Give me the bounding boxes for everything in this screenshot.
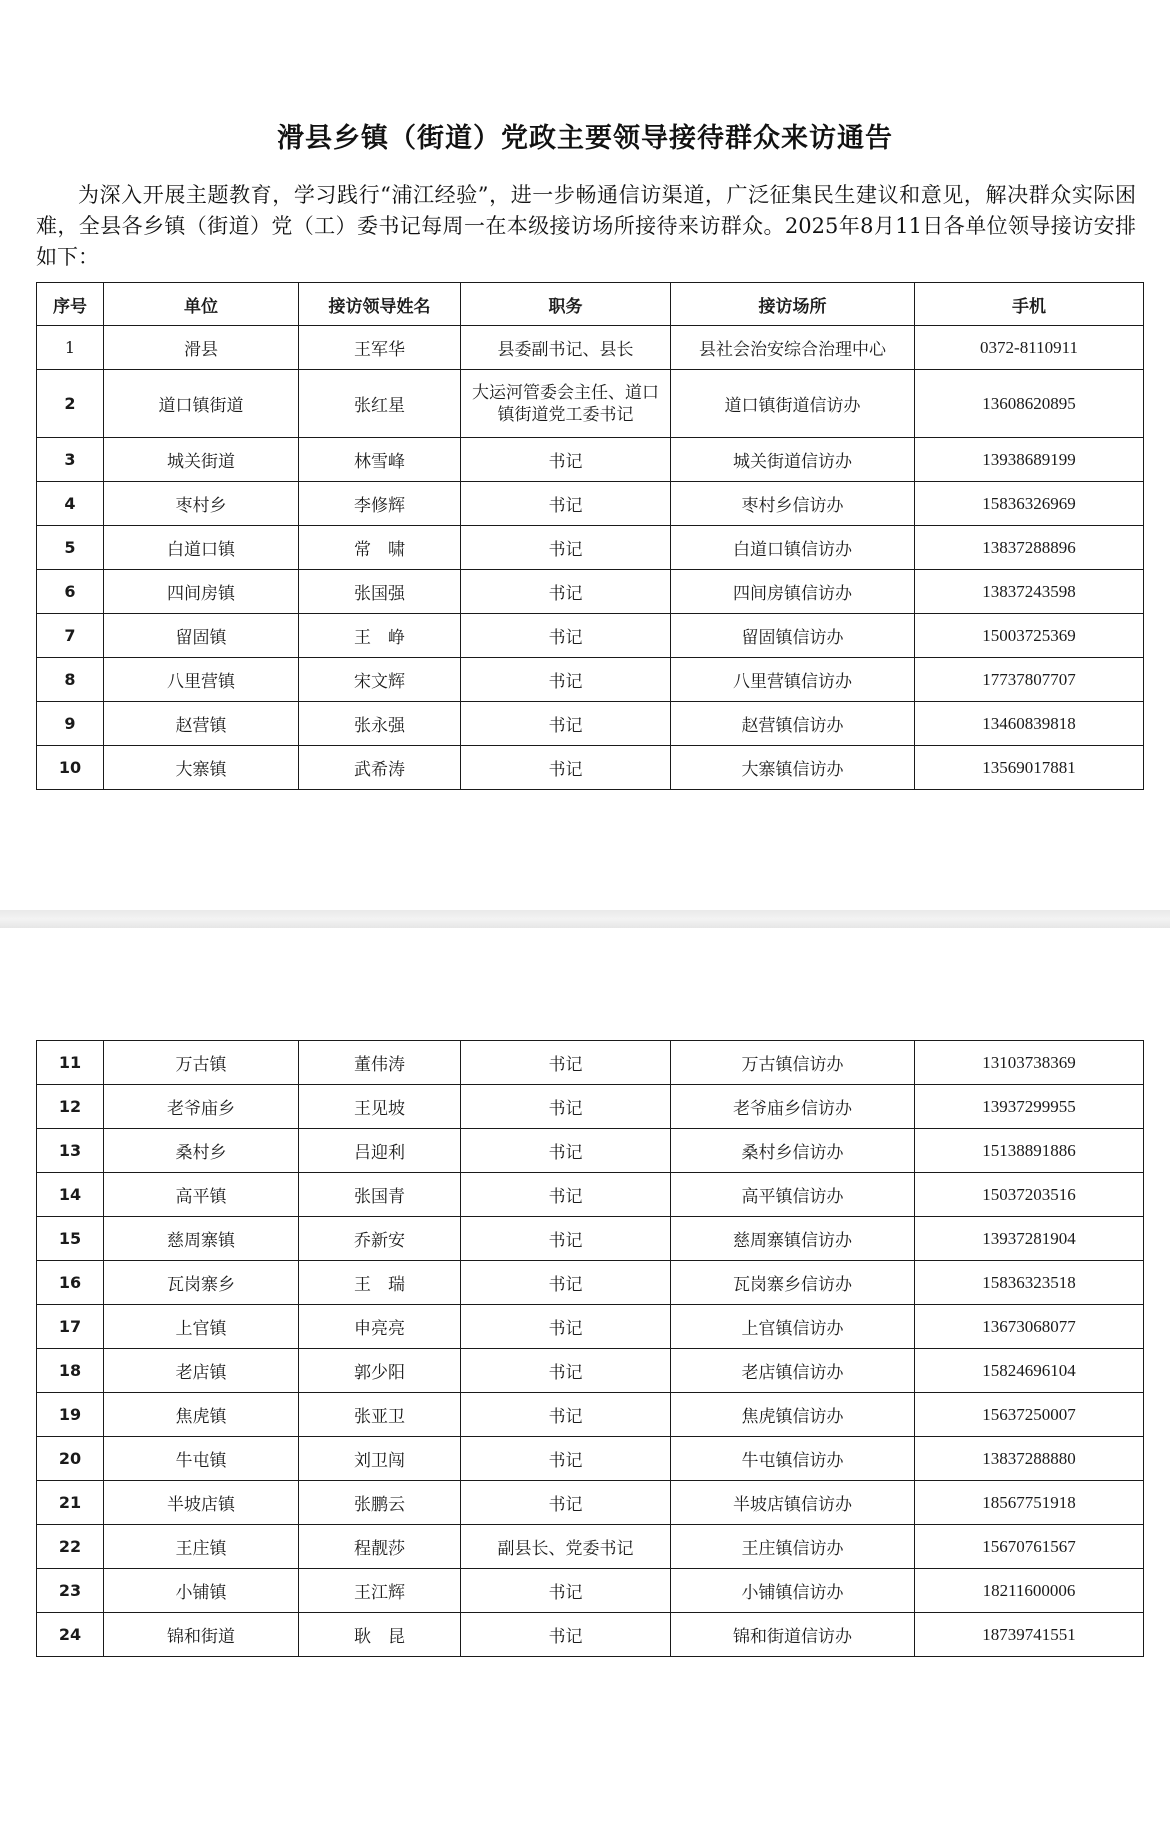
cell-leader-name: 张亚卫 xyxy=(299,1393,461,1437)
table-row xyxy=(37,746,1144,790)
cell-venue: 牛屯镇信访办 xyxy=(671,1437,915,1481)
cell-unit: 牛屯镇 xyxy=(104,1437,299,1481)
cell-leader-name: 张国强 xyxy=(299,570,461,614)
cell-position: 书记 xyxy=(461,1217,671,1261)
cell-index: 12 xyxy=(37,1085,104,1129)
cell-index: 2 xyxy=(37,370,104,438)
cell-index: 22 xyxy=(37,1525,104,1569)
cell-leader-name: 张红星 xyxy=(299,370,461,438)
cell-position: 书记 xyxy=(461,746,671,790)
cell-venue: 道口镇街道信访办 xyxy=(671,370,915,438)
cell-phone: 18739741551 xyxy=(915,1613,1144,1657)
cell-venue: 城关街道信访办 xyxy=(671,438,915,482)
header-index: 序号 xyxy=(37,283,104,326)
header-phone: 手机 xyxy=(915,283,1144,326)
cell-unit: 小铺镇 xyxy=(104,1569,299,1613)
table-row xyxy=(37,1437,1144,1481)
cell-index: 1 xyxy=(37,326,104,370)
cell-position: 书记 xyxy=(461,658,671,702)
cell-index: 4 xyxy=(37,482,104,526)
cell-leader-name: 乔新安 xyxy=(299,1217,461,1261)
cell-phone: 13837288896 xyxy=(915,526,1144,570)
table-row xyxy=(37,370,1144,438)
cell-venue: 老店镇信访办 xyxy=(671,1349,915,1393)
cell-phone: 13608620895 xyxy=(915,370,1144,438)
cell-index: 21 xyxy=(37,1481,104,1525)
cell-venue: 慈周寨镇信访办 xyxy=(671,1217,915,1261)
cell-leader-name: 张国青 xyxy=(299,1173,461,1217)
cell-unit: 焦虎镇 xyxy=(104,1393,299,1437)
cell-unit: 道口镇街道 xyxy=(104,370,299,438)
table-row xyxy=(37,1129,1144,1173)
cell-venue: 老爷庙乡信访办 xyxy=(671,1085,915,1129)
cell-position: 书记 xyxy=(461,1481,671,1525)
cell-venue: 小铺镇信访办 xyxy=(671,1569,915,1613)
page-divider xyxy=(0,910,1170,928)
cell-position: 书记 xyxy=(461,1349,671,1393)
cell-phone: 18211600006 xyxy=(915,1569,1144,1613)
cell-position: 书记 xyxy=(461,1261,671,1305)
page-title: 滑县乡镇（街道）党政主要领导接待群众来访通告 xyxy=(277,123,893,154)
cell-position: 书记 xyxy=(461,1173,671,1217)
table-row xyxy=(37,1173,1144,1217)
cell-position: 书记 xyxy=(461,570,671,614)
cell-venue: 高平镇信访办 xyxy=(671,1173,915,1217)
cell-leader-name: 程靓莎 xyxy=(299,1525,461,1569)
header-venue: 接访场所 xyxy=(671,283,915,326)
cell-position: 书记 xyxy=(461,1129,671,1173)
cell-position: 书记 xyxy=(461,1437,671,1481)
table-row xyxy=(37,1041,1144,1085)
table-row xyxy=(37,526,1144,570)
cell-position: 书记 xyxy=(461,438,671,482)
cell-phone: 13103738369 xyxy=(915,1041,1144,1085)
cell-venue: 赵营镇信访办 xyxy=(671,702,915,746)
cell-leader-name: 耿 昆 xyxy=(299,1613,461,1657)
cell-phone: 15003725369 xyxy=(915,614,1144,658)
cell-phone: 0372-8110911 xyxy=(915,326,1144,370)
cell-position: 书记 xyxy=(461,526,671,570)
table-row xyxy=(37,1393,1144,1437)
cell-position: 书记 xyxy=(461,702,671,746)
table-row xyxy=(37,438,1144,482)
table-row xyxy=(37,1305,1144,1349)
table-row xyxy=(37,1261,1144,1305)
cell-index: 14 xyxy=(37,1173,104,1217)
cell-venue: 上官镇信访办 xyxy=(671,1305,915,1349)
cell-venue: 白道口镇信访办 xyxy=(671,526,915,570)
table-row xyxy=(37,1217,1144,1261)
cell-index: 8 xyxy=(37,658,104,702)
table-row xyxy=(37,326,1144,370)
header-leader-name: 接访领导姓名 xyxy=(299,283,461,326)
cell-leader-name: 张鹏云 xyxy=(299,1481,461,1525)
cell-leader-name: 申亮亮 xyxy=(299,1305,461,1349)
table-row xyxy=(37,1085,1144,1129)
cell-leader-name: 董伟涛 xyxy=(299,1041,461,1085)
cell-unit: 八里营镇 xyxy=(104,658,299,702)
table-body-page1 xyxy=(37,326,1144,790)
cell-phone: 13937281904 xyxy=(915,1217,1144,1261)
cell-index: 18 xyxy=(37,1349,104,1393)
cell-index: 15 xyxy=(37,1217,104,1261)
cell-position: 书记 xyxy=(461,1393,671,1437)
cell-index: 6 xyxy=(37,570,104,614)
cell-venue: 桑村乡信访办 xyxy=(671,1129,915,1173)
table-row xyxy=(37,1525,1144,1569)
table-row xyxy=(37,1569,1144,1613)
cell-index: 3 xyxy=(37,438,104,482)
cell-unit: 瓦岗寨乡 xyxy=(104,1261,299,1305)
cell-position: 书记 xyxy=(461,1613,671,1657)
cell-leader-name: 吕迎利 xyxy=(299,1129,461,1173)
cell-unit: 赵营镇 xyxy=(104,702,299,746)
cell-index: 13 xyxy=(37,1129,104,1173)
cell-venue: 县社会治安综合治理中心 xyxy=(671,326,915,370)
cell-index: 17 xyxy=(37,1305,104,1349)
cell-position: 大运河管委会主任、道口镇街道党工委书记 xyxy=(461,370,671,438)
cell-leader-name: 武希涛 xyxy=(299,746,461,790)
cell-venue: 八里营镇信访办 xyxy=(671,658,915,702)
cell-position: 副县长、党委书记 xyxy=(461,1525,671,1569)
cell-venue: 焦虎镇信访办 xyxy=(671,1393,915,1437)
cell-unit: 白道口镇 xyxy=(104,526,299,570)
cell-unit: 锦和街道 xyxy=(104,1613,299,1657)
cell-unit: 上官镇 xyxy=(104,1305,299,1349)
cell-phone: 15836323518 xyxy=(915,1261,1144,1305)
header-unit: 单位 xyxy=(104,283,299,326)
cell-phone: 15037203516 xyxy=(915,1173,1144,1217)
table-row xyxy=(37,570,1144,614)
cell-unit: 老爷庙乡 xyxy=(104,1085,299,1129)
cell-index: 5 xyxy=(37,526,104,570)
table-row xyxy=(37,1349,1144,1393)
cell-phone: 13569017881 xyxy=(915,746,1144,790)
cell-venue: 瓦岗寨乡信访办 xyxy=(671,1261,915,1305)
cell-leader-name: 王江辉 xyxy=(299,1569,461,1613)
cell-leader-name: 王 峥 xyxy=(299,614,461,658)
cell-unit: 高平镇 xyxy=(104,1173,299,1217)
cell-index: 20 xyxy=(37,1437,104,1481)
cell-phone: 13937299955 xyxy=(915,1085,1144,1129)
cell-unit: 慈周寨镇 xyxy=(104,1217,299,1261)
cell-index: 10 xyxy=(37,746,104,790)
header-position: 职务 xyxy=(461,283,671,326)
table-row xyxy=(37,1481,1144,1525)
cell-leader-name: 宋文辉 xyxy=(299,658,461,702)
cell-unit: 城关街道 xyxy=(104,438,299,482)
cell-unit: 滑县 xyxy=(104,326,299,370)
cell-venue: 王庄镇信访办 xyxy=(671,1525,915,1569)
cell-unit: 留固镇 xyxy=(104,614,299,658)
intro-paragraph: 为深入开展主题教育，学习践行“浦江经验”，进一步畅通信访渠道，广泛征集民生建议和意见，解决群众实际困难，全县各乡镇（街道）党（工）委书记每周一在本级接访场所接待来访群众。2025年8月11日各单位领导接访安排如下： xyxy=(36,183,1136,269)
table-body-page2 xyxy=(37,1041,1144,1657)
cell-unit: 桑村乡 xyxy=(104,1129,299,1173)
cell-index: 24 xyxy=(37,1613,104,1657)
cell-phone: 18567751918 xyxy=(915,1481,1144,1525)
table-row xyxy=(37,702,1144,746)
cell-phone: 13837288880 xyxy=(915,1437,1144,1481)
table-row xyxy=(37,482,1144,526)
cell-unit: 大寨镇 xyxy=(104,746,299,790)
cell-venue: 大寨镇信访办 xyxy=(671,746,915,790)
cell-venue: 半坡店镇信访办 xyxy=(671,1481,915,1525)
cell-unit: 万古镇 xyxy=(104,1041,299,1085)
table-row xyxy=(37,614,1144,658)
cell-leader-name: 王军华 xyxy=(299,326,461,370)
schedule-table-page2 xyxy=(36,1040,1144,1657)
cell-leader-name: 张永强 xyxy=(299,702,461,746)
cell-venue: 四间房镇信访办 xyxy=(671,570,915,614)
cell-index: 19 xyxy=(37,1393,104,1437)
cell-unit: 半坡店镇 xyxy=(104,1481,299,1525)
cell-unit: 王庄镇 xyxy=(104,1525,299,1569)
table-header-row xyxy=(37,283,1144,326)
table-row xyxy=(37,1613,1144,1657)
cell-phone: 15138891886 xyxy=(915,1129,1144,1173)
cell-position: 书记 xyxy=(461,1569,671,1613)
cell-leader-name: 郭少阳 xyxy=(299,1349,461,1393)
cell-leader-name: 王见坡 xyxy=(299,1085,461,1129)
cell-phone: 13837243598 xyxy=(915,570,1144,614)
cell-index: 9 xyxy=(37,702,104,746)
cell-leader-name: 刘卫闯 xyxy=(299,1437,461,1481)
cell-position: 书记 xyxy=(461,1041,671,1085)
cell-phone: 17737807707 xyxy=(915,658,1144,702)
cell-unit: 老店镇 xyxy=(104,1349,299,1393)
cell-venue: 万古镇信访办 xyxy=(671,1041,915,1085)
cell-position: 书记 xyxy=(461,1305,671,1349)
cell-phone: 13460839818 xyxy=(915,702,1144,746)
cell-index: 16 xyxy=(37,1261,104,1305)
cell-venue: 枣村乡信访办 xyxy=(671,482,915,526)
cell-phone: 15670761567 xyxy=(915,1525,1144,1569)
cell-leader-name: 王 瑞 xyxy=(299,1261,461,1305)
cell-phone: 15637250007 xyxy=(915,1393,1144,1437)
cell-phone: 15836326969 xyxy=(915,482,1144,526)
cell-unit: 四间房镇 xyxy=(104,570,299,614)
cell-position: 县委副书记、县长 xyxy=(461,326,671,370)
cell-position: 书记 xyxy=(461,1085,671,1129)
cell-position: 书记 xyxy=(461,614,671,658)
cell-index: 11 xyxy=(37,1041,104,1085)
cell-index: 7 xyxy=(37,614,104,658)
cell-phone: 13938689199 xyxy=(915,438,1144,482)
cell-index: 23 xyxy=(37,1569,104,1613)
cell-leader-name: 李修辉 xyxy=(299,482,461,526)
cell-leader-name: 林雪峰 xyxy=(299,438,461,482)
cell-phone: 15824696104 xyxy=(915,1349,1144,1393)
cell-venue: 留固镇信访办 xyxy=(671,614,915,658)
cell-leader-name: 常 啸 xyxy=(299,526,461,570)
cell-unit: 枣村乡 xyxy=(104,482,299,526)
schedule-table-page1 xyxy=(36,282,1144,790)
cell-phone: 13673068077 xyxy=(915,1305,1144,1349)
cell-position: 书记 xyxy=(461,482,671,526)
cell-venue: 锦和街道信访办 xyxy=(671,1613,915,1657)
table-row xyxy=(37,658,1144,702)
